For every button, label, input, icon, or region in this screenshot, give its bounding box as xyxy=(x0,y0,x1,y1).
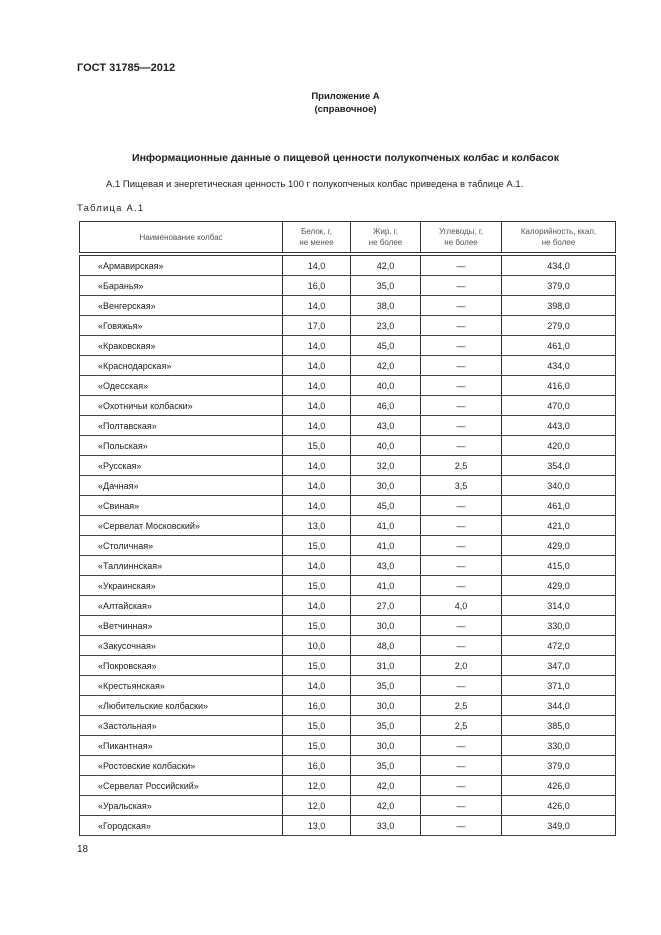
table-row xyxy=(80,396,616,416)
table-row xyxy=(80,816,616,836)
cell-carbs: — xyxy=(421,436,502,456)
cell-name: «Армавирская» xyxy=(80,254,283,276)
cell-name: «Любительские колбаски» xyxy=(80,696,283,716)
cell-protein: 15,0 xyxy=(283,656,351,676)
cell-name: «Пикантная» xyxy=(80,736,283,756)
cell-name: «Покровская» xyxy=(80,656,283,676)
cell-fat: 23,0 xyxy=(351,316,421,336)
cell-carbs: — xyxy=(421,376,502,396)
cell-carbs: 2,0 xyxy=(421,656,502,676)
cell-fat: 40,0 xyxy=(351,376,421,396)
cell-fat: 30,0 xyxy=(351,476,421,496)
cell-fat: 32,0 xyxy=(351,456,421,476)
table-row xyxy=(80,576,616,596)
table-row xyxy=(80,536,616,556)
cell-protein: 15,0 xyxy=(283,436,351,456)
table-row xyxy=(80,456,616,476)
cell-protein: 12,0 xyxy=(283,796,351,816)
cell-carbs: — xyxy=(421,276,502,296)
cell-protein: 14,0 xyxy=(283,596,351,616)
cell-protein: 14,0 xyxy=(283,336,351,356)
cell-carbs: — xyxy=(421,356,502,376)
cell-protein: 14,0 xyxy=(283,356,351,376)
cell-protein: 17,0 xyxy=(283,316,351,336)
cell-carbs: — xyxy=(421,796,502,816)
table-row xyxy=(80,496,616,516)
header-line: не менее xyxy=(299,238,334,247)
page-number: 18 xyxy=(77,844,89,855)
cell-fat: 45,0 xyxy=(351,496,421,516)
table-row xyxy=(80,556,616,576)
table-row xyxy=(80,776,616,796)
cell-fat: 35,0 xyxy=(351,276,421,296)
cell-protein: 14,0 xyxy=(283,254,351,276)
cell-protein: 14,0 xyxy=(283,396,351,416)
cell-fat: 41,0 xyxy=(351,536,421,556)
cell-protein: 16,0 xyxy=(283,276,351,296)
header-calories xyxy=(502,222,616,255)
cell-carbs: — xyxy=(421,576,502,596)
cell-protein: 15,0 xyxy=(283,536,351,556)
cell-protein: 15,0 xyxy=(283,576,351,596)
cell-carbs: — xyxy=(421,556,502,576)
cell-carbs: 3,5 xyxy=(421,476,502,496)
cell-protein: 14,0 xyxy=(283,416,351,436)
header-fat xyxy=(351,222,421,255)
section-heading-text: Информационные данные о пищевой ценности полукопченых колбас и колбасок xyxy=(132,152,559,164)
table-row xyxy=(80,336,616,356)
cell-protein: 14,0 xyxy=(283,296,351,316)
annex-block xyxy=(0,90,661,116)
cell-carbs: — xyxy=(421,816,502,836)
cell-fat: 48,0 xyxy=(351,636,421,656)
cell-carbs: — xyxy=(421,516,502,536)
cell-fat: 31,0 xyxy=(351,656,421,676)
table-row xyxy=(80,696,616,716)
header-name xyxy=(80,222,283,255)
cell-calories: 347,0 xyxy=(502,656,616,676)
cell-calories: 429,0 xyxy=(502,536,616,556)
table-row xyxy=(80,476,616,496)
cell-name: «Венгерская» xyxy=(80,296,283,316)
cell-fat: 42,0 xyxy=(351,796,421,816)
cell-name: «Уральская» xyxy=(80,796,283,816)
cell-carbs: — xyxy=(421,776,502,796)
cell-calories: 461,0 xyxy=(502,336,616,356)
cell-fat: 35,0 xyxy=(351,716,421,736)
table-body xyxy=(80,254,616,836)
cell-calories: 385,0 xyxy=(502,716,616,736)
table-row xyxy=(80,436,616,456)
annex-title: Приложение А xyxy=(311,91,380,102)
cell-calories: 379,0 xyxy=(502,276,616,296)
cell-protein: 16,0 xyxy=(283,756,351,776)
cell-calories: 443,0 xyxy=(502,416,616,436)
cell-name: «Алтайская» xyxy=(80,596,283,616)
cell-carbs: — xyxy=(421,636,502,656)
cell-name: «Польская» xyxy=(80,436,283,456)
table-header-row xyxy=(80,222,616,255)
cell-fat: 38,0 xyxy=(351,296,421,316)
cell-fat: 40,0 xyxy=(351,436,421,456)
cell-name: «Сервелат Российский» xyxy=(80,776,283,796)
header-carbs xyxy=(421,222,502,255)
cell-calories: 349,0 xyxy=(502,816,616,836)
cell-fat: 46,0 xyxy=(351,396,421,416)
cell-calories: 379,0 xyxy=(502,756,616,776)
cell-carbs: 2,5 xyxy=(421,716,502,736)
cell-fat: 43,0 xyxy=(351,416,421,436)
cell-protein: 14,0 xyxy=(283,676,351,696)
cell-name: «Украинская» xyxy=(80,576,283,596)
table-row xyxy=(80,316,616,336)
cell-calories: 279,0 xyxy=(502,316,616,336)
cell-fat: 30,0 xyxy=(351,616,421,636)
cell-protein: 10,0 xyxy=(283,636,351,656)
cell-name: «Сервелат Московский» xyxy=(80,516,283,536)
cell-carbs: — xyxy=(421,756,502,776)
cell-calories: 330,0 xyxy=(502,736,616,756)
table-row xyxy=(80,356,616,376)
cell-name: «Столичная» xyxy=(80,536,283,556)
cell-protein: 12,0 xyxy=(283,776,351,796)
cell-protein: 16,0 xyxy=(283,696,351,716)
cell-protein: 14,0 xyxy=(283,476,351,496)
header-line: не более xyxy=(368,238,403,247)
cell-fat: 43,0 xyxy=(351,556,421,576)
cell-calories: 461,0 xyxy=(502,496,616,516)
cell-calories: 434,0 xyxy=(502,254,616,276)
annex-subtitle: (справочное) xyxy=(314,104,377,115)
cell-name: «Краснодарская» xyxy=(80,356,283,376)
cell-carbs: — xyxy=(421,336,502,356)
cell-name: «Охотничьи колбаски» xyxy=(80,396,283,416)
cell-name: «Закусочная» xyxy=(80,636,283,656)
cell-name: «Застольная» xyxy=(80,716,283,736)
cell-name: «Таллиннская» xyxy=(80,556,283,576)
cell-carbs: — xyxy=(421,316,502,336)
cell-calories: 426,0 xyxy=(502,796,616,816)
nutrition-table xyxy=(79,221,616,836)
table-caption: Таблица А.1 xyxy=(77,203,145,214)
cell-fat: 41,0 xyxy=(351,516,421,536)
cell-fat: 35,0 xyxy=(351,676,421,696)
cell-protein: 13,0 xyxy=(283,516,351,536)
cell-carbs: — xyxy=(421,536,502,556)
cell-protein: 14,0 xyxy=(283,456,351,476)
cell-calories: 434,0 xyxy=(502,356,616,376)
header-line: не более xyxy=(444,238,478,247)
table-row xyxy=(80,616,616,636)
cell-carbs: 2,5 xyxy=(421,696,502,716)
cell-calories: 354,0 xyxy=(502,456,616,476)
table-row xyxy=(80,516,616,536)
cell-name: «Русская» xyxy=(80,456,283,476)
cell-fat: 27,0 xyxy=(351,596,421,616)
cell-fat: 33,0 xyxy=(351,816,421,836)
cell-calories: 415,0 xyxy=(502,556,616,576)
table-row xyxy=(80,636,616,656)
header-line: Белок, г, xyxy=(301,227,332,236)
cell-fat: 30,0 xyxy=(351,736,421,756)
table-row xyxy=(80,254,616,276)
cell-name: «Крестьянская» xyxy=(80,676,283,696)
cell-name: «Краковская» xyxy=(80,336,283,356)
cell-carbs: 2,5 xyxy=(421,456,502,476)
cell-carbs: — xyxy=(421,416,502,436)
cell-calories: 330,0 xyxy=(502,616,616,636)
header-line: Наименование колбас xyxy=(139,232,223,242)
cell-name: «Городская» xyxy=(80,816,283,836)
cell-calories: 472,0 xyxy=(502,636,616,656)
cell-name: «Баранья» xyxy=(80,276,283,296)
cell-protein: 14,0 xyxy=(283,556,351,576)
header-line: Калорийность, ккал, xyxy=(520,227,597,236)
cell-fat: 35,0 xyxy=(351,756,421,776)
cell-calories: 426,0 xyxy=(502,776,616,796)
cell-fat: 42,0 xyxy=(351,776,421,796)
cell-calories: 314,0 xyxy=(502,596,616,616)
cell-carbs: 4,0 xyxy=(421,596,502,616)
header-line: не более xyxy=(541,238,576,247)
cell-carbs: — xyxy=(421,736,502,756)
table-row xyxy=(80,756,616,776)
cell-calories: 398,0 xyxy=(502,296,616,316)
table-row xyxy=(80,656,616,676)
cell-name: «Говяжья» xyxy=(80,316,283,336)
cell-protein: 14,0 xyxy=(283,376,351,396)
cell-calories: 371,0 xyxy=(502,676,616,696)
table-row xyxy=(80,736,616,756)
cell-name: «Ростовские колбаски» xyxy=(80,756,283,776)
cell-protein: 14,0 xyxy=(283,496,351,516)
cell-carbs: — xyxy=(421,396,502,416)
cell-carbs: — xyxy=(421,676,502,696)
table-row xyxy=(80,676,616,696)
cell-fat: 41,0 xyxy=(351,576,421,596)
header-line: Углеводы, г, xyxy=(438,227,484,236)
table-row xyxy=(80,596,616,616)
cell-name: «Свиная» xyxy=(80,496,283,516)
header-line: Жир, г, xyxy=(373,227,398,236)
cell-protein: 15,0 xyxy=(283,736,351,756)
cell-calories: 416,0 xyxy=(502,376,616,396)
intro-paragraph: А.1 Пищевая и энергетическая ценность 100 г полукопченых колбас приведена в таблице А.1. xyxy=(106,179,524,190)
section-heading xyxy=(0,152,661,164)
cell-carbs: — xyxy=(421,296,502,316)
cell-fat: 30,0 xyxy=(351,696,421,716)
table-row xyxy=(80,276,616,296)
cell-calories: 340,0 xyxy=(502,476,616,496)
table-row xyxy=(80,716,616,736)
table-row xyxy=(80,376,616,396)
cell-fat: 42,0 xyxy=(351,356,421,376)
cell-fat: 42,0 xyxy=(351,254,421,276)
cell-carbs: — xyxy=(421,254,502,276)
cell-name: «Одесская» xyxy=(80,376,283,396)
cell-calories: 470,0 xyxy=(502,396,616,416)
cell-calories: 421,0 xyxy=(502,516,616,536)
header-protein xyxy=(283,222,351,255)
cell-protein: 15,0 xyxy=(283,716,351,736)
cell-name: «Дачная» xyxy=(80,476,283,496)
cell-carbs: — xyxy=(421,496,502,516)
cell-calories: 344,0 xyxy=(502,696,616,716)
standard-number: ГОСТ 31785—2012 xyxy=(77,62,176,74)
cell-protein: 13,0 xyxy=(283,816,351,836)
cell-fat: 45,0 xyxy=(351,336,421,356)
cell-calories: 420,0 xyxy=(502,436,616,456)
cell-protein: 15,0 xyxy=(283,616,351,636)
cell-calories: 429,0 xyxy=(502,576,616,596)
cell-name: «Полтавская» xyxy=(80,416,283,436)
table-row xyxy=(80,796,616,816)
cell-carbs: — xyxy=(421,616,502,636)
table-row xyxy=(80,416,616,436)
table-row xyxy=(80,296,616,316)
cell-name: «Ветчинная» xyxy=(80,616,283,636)
